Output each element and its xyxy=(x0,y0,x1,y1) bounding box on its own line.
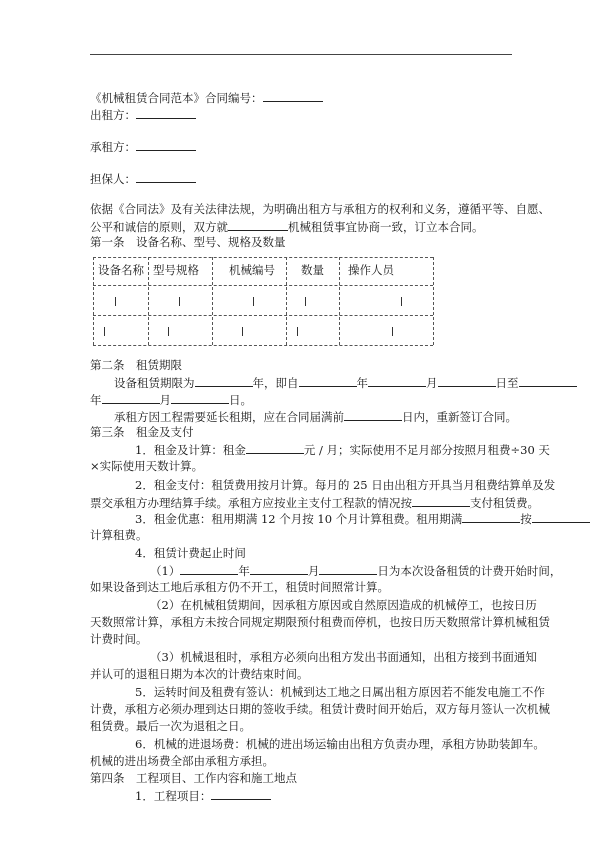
table-row-mark xyxy=(168,327,169,336)
billing-stoppage-line-2: 天数照常计算，承租方未按合同规定期限预付租费而停机，也按日历天数照常计算机械租赁 xyxy=(90,615,550,629)
table-header-cell: 机械编号 xyxy=(229,263,275,277)
text: 票交承租方办理结算手续。承租方应按业主支付工程款的情况按 xyxy=(90,496,412,510)
text: 承租方因工程需要延长租期，应在合同届满前 xyxy=(114,410,344,424)
header-rule xyxy=(90,54,512,55)
article-2-heading: 第二条 租赁期限 xyxy=(90,358,182,372)
runtime-signoff-line-2: 计费，承租方必须办理到达日期的签收手续。租赁计费时间开始后，双方每月签认一次机械 xyxy=(90,702,550,716)
rent-payment-line-1: 2．租金支付：租赁费用按月计算。每月的 25 日由出租方开具当月租费结算单及发 xyxy=(135,478,556,492)
machine-subject-blank[interactable] xyxy=(228,218,288,231)
preamble-line-1: 依据《合同法》及有关法律法规，为明确出租方与承租方的权利和义务，遵循平等、自愿、 xyxy=(90,202,550,216)
text: 年 xyxy=(90,393,102,407)
transport-fee-line-2: 机械的进出场费全部由承租方承担。 xyxy=(90,754,274,768)
preamble-text: 机械租赁事宜协商一致，订立本合同。 xyxy=(288,220,484,234)
billing-end-line-2: 并认可的退租日期为本次的计费结束时间。 xyxy=(90,667,309,681)
contract-title: 《机械租赁合同范本》合同编号： xyxy=(90,91,263,105)
table-header-cell: 操作人员 xyxy=(348,263,394,277)
text: 日为本次设备租赁的计费开始时间， xyxy=(377,564,562,578)
text: 1．工程项目： xyxy=(135,789,212,803)
lessee-line xyxy=(90,138,196,155)
end-day-blank[interactable] xyxy=(171,391,229,404)
preamble-text: 公平和诚信的原则，双方就 xyxy=(90,220,228,234)
table-border xyxy=(93,345,433,346)
table-border xyxy=(93,315,433,316)
lessor-label: 出租方： xyxy=(90,108,136,122)
table-row-mark xyxy=(104,327,105,336)
article-3-heading: 第三条 租金及支付 xyxy=(90,425,194,439)
billing-start-line-2: 如果设备到达工地后承租方仍不开工，租赁时间照常计算。 xyxy=(90,580,389,594)
guarantor-line xyxy=(90,170,196,187)
article-1-heading: 第一条 设备名称、型号、规格及数量 xyxy=(90,235,286,249)
rent-calc-line-1 xyxy=(90,441,550,458)
monthly-rent-blank[interactable] xyxy=(246,441,304,454)
guarantor-label: 担保人： xyxy=(90,172,136,186)
term-years-blank[interactable] xyxy=(195,374,253,387)
equipment-table xyxy=(93,257,433,345)
text: 支付租赁费。 xyxy=(470,496,539,510)
text: 日内，重新签订合同。 xyxy=(402,410,517,424)
text: 年，即自 xyxy=(252,376,299,390)
table-border xyxy=(93,257,94,345)
table-row-mark xyxy=(297,327,298,336)
table-border xyxy=(286,257,287,345)
text: 设备租赁期限为 xyxy=(114,376,195,390)
text: 元 / 月；实际使用不足月部分按照月租费÷30 天 xyxy=(303,443,550,457)
end-month-blank[interactable] xyxy=(102,391,160,404)
billing-end-line-1: （3）机械退租时，承租方必须向出租方发出书面通知，出租方接到书面通知 xyxy=(150,650,537,664)
text: 月 xyxy=(307,564,320,578)
table-border xyxy=(148,257,149,345)
runtime-signoff-line-3: 租赁费。最后一次为退租之日。 xyxy=(90,719,251,733)
billing-start-day-blank[interactable] xyxy=(319,562,377,575)
billing-start-line-1 xyxy=(90,562,561,579)
contract-title-line xyxy=(90,89,323,106)
extension-days-blank[interactable] xyxy=(344,408,402,421)
lessor-blank[interactable] xyxy=(136,106,196,119)
start-day-blank[interactable] xyxy=(438,374,496,387)
table-row-mark xyxy=(401,297,402,306)
guarantor-blank[interactable] xyxy=(136,170,196,183)
table-row-mark xyxy=(253,297,254,306)
discount-term-blank[interactable] xyxy=(462,510,520,523)
text: 月 xyxy=(426,376,438,390)
lease-term-line-1 xyxy=(90,374,536,391)
lease-term-line-2 xyxy=(90,391,252,408)
discount-rate-blank[interactable] xyxy=(532,510,590,523)
lessor-line xyxy=(90,106,196,123)
payment-method-blank[interactable] xyxy=(412,494,470,507)
table-border xyxy=(433,257,434,345)
text: 年 xyxy=(238,564,250,578)
table-header-cell: 设备名称 xyxy=(98,263,144,277)
table-row-mark xyxy=(305,297,306,306)
text: 月 xyxy=(159,393,171,407)
text: 日。 xyxy=(229,393,252,407)
lessee-label: 承租方： xyxy=(90,140,136,154)
rent-calc-line-2: ×实际使用天数计算。 xyxy=(90,459,204,473)
table-row-mark xyxy=(242,327,243,336)
text: 3．租金优惠：租用期满 12 个月按 10 个月计算租费。租用期满 xyxy=(135,512,463,526)
project-name-blank[interactable] xyxy=(211,787,271,800)
start-year-blank[interactable] xyxy=(299,374,357,387)
contract-number-blank[interactable] xyxy=(263,89,323,102)
text: （1） xyxy=(150,564,181,578)
rent-discount-line-1 xyxy=(90,510,590,527)
article-4-heading: 第四条 工程项目、工作内容和施工地点 xyxy=(90,771,297,785)
billing-stoppage-line-1: （2）在机械租赁期间，因承租方原因或自然原因造成的机械停工，也按日历 xyxy=(150,598,537,612)
billing-start-month-blank[interactable] xyxy=(250,562,308,575)
text: 按 xyxy=(520,512,532,526)
end-year-blank[interactable] xyxy=(519,374,577,387)
rent-payment-line-2 xyxy=(90,494,539,511)
start-month-blank[interactable] xyxy=(368,374,426,387)
billing-period-heading: 4．租赁计费起止时间 xyxy=(135,546,246,560)
table-row-mark xyxy=(179,297,180,306)
billing-start-year-blank[interactable] xyxy=(180,562,238,575)
project-line xyxy=(90,787,271,804)
lessee-blank[interactable] xyxy=(136,138,196,151)
preamble-line-2 xyxy=(90,218,484,235)
transport-fee-line-1: 6．机械的进退场费：机械的进出场运输由出租方负责办理，承租方协助装卸车。 xyxy=(135,737,545,751)
table-row-mark xyxy=(392,327,393,336)
runtime-signoff-line-1: 5．运转时间及租费有签认：机械到达工地之日属出租方原因若不能发电施工不作 xyxy=(135,685,545,699)
table-header-cell: 型号规格 xyxy=(153,263,199,277)
table-row-mark xyxy=(115,297,116,306)
table-border xyxy=(93,285,433,286)
lease-extension-line xyxy=(90,408,517,425)
billing-stoppage-line-3: 计费时间。 xyxy=(90,632,148,646)
text: 日至 xyxy=(495,376,519,390)
table-border xyxy=(339,257,340,345)
rent-discount-line-2: 计算租费。 xyxy=(90,528,148,542)
table-border xyxy=(212,257,213,345)
table-header-cell: 数量 xyxy=(301,263,324,277)
text: 1．租金及计算：租金 xyxy=(135,443,246,457)
table-border xyxy=(93,257,433,258)
text: 年 xyxy=(356,376,368,390)
